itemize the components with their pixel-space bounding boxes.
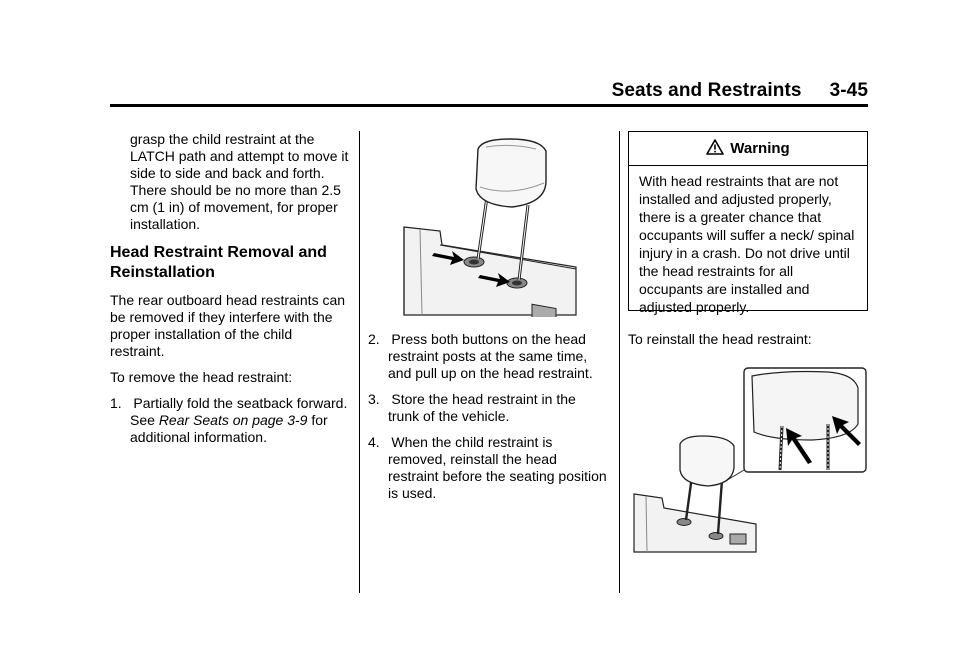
step-number: 1.	[110, 395, 122, 411]
step-3	[368, 391, 608, 425]
remove-lead-in: To remove the head restraint:	[110, 369, 293, 385]
page-header	[110, 76, 868, 106]
warning-triangle-icon	[706, 139, 724, 159]
page-number: 3-45	[829, 80, 868, 101]
intro-paragraph: The rear outboard head restraints can be removed if they interfere with the proper installation of the child restraint.	[110, 292, 346, 359]
step-text: Partially fold the seatback forward. See	[130, 395, 348, 428]
running-head	[612, 80, 868, 102]
warning-title: Warning	[730, 140, 790, 157]
step-text: When the child restraint is removed, reinstall the head restraint before the seating position is used.	[388, 434, 607, 501]
step-4	[368, 434, 608, 502]
step-text-continued: for additional information.	[130, 412, 328, 445]
section-heading: Head Restraint Removal and Reinstallation	[110, 244, 327, 281]
head-restraint-reinstall-illustration	[632, 366, 868, 554]
column-divider-1	[359, 131, 360, 593]
column-2	[368, 331, 608, 511]
step-number: 4.	[368, 434, 380, 450]
head-restraint-removal-illustration	[400, 135, 580, 317]
figure-head-restraint-removal	[400, 135, 580, 317]
warning-body: With head restraints that are not installed and adjusted properly, there is a greater chance that occupants will suffer a neck/ spinal injury in a crash. Do not drive until the head restraints for all occupants are installed and adjusted properly.	[639, 173, 855, 315]
header-rule	[110, 104, 868, 107]
warning-header	[629, 132, 867, 166]
step-1	[110, 395, 350, 446]
figure-head-restraint-reinstall	[632, 366, 868, 554]
step-text: Store the head restraint in the trunk of the vehicle.	[388, 391, 576, 424]
column-1	[110, 131, 350, 455]
section-title: Seats and Restraints	[611, 80, 802, 101]
continued-paragraph: grasp the child restraint at the LATCH path and attempt to move it side to side and back and forth. There should be no more than 2.5 cm (1 in) of movement, for proper installation.	[130, 131, 349, 232]
step-number: 2.	[368, 331, 380, 347]
reinstall-lead-in: To reinstall the head restraint:	[628, 331, 812, 347]
warning-box	[628, 131, 868, 315]
step-number: 3.	[368, 391, 380, 407]
step-text: Press both buttons on the head restraint posts at the same time, and pull up on the head restraint.	[388, 331, 593, 381]
column-divider-2	[619, 131, 620, 593]
step-2	[368, 331, 608, 382]
cross-reference-link[interactable]: Rear Seats on page 3-9	[158, 412, 308, 428]
